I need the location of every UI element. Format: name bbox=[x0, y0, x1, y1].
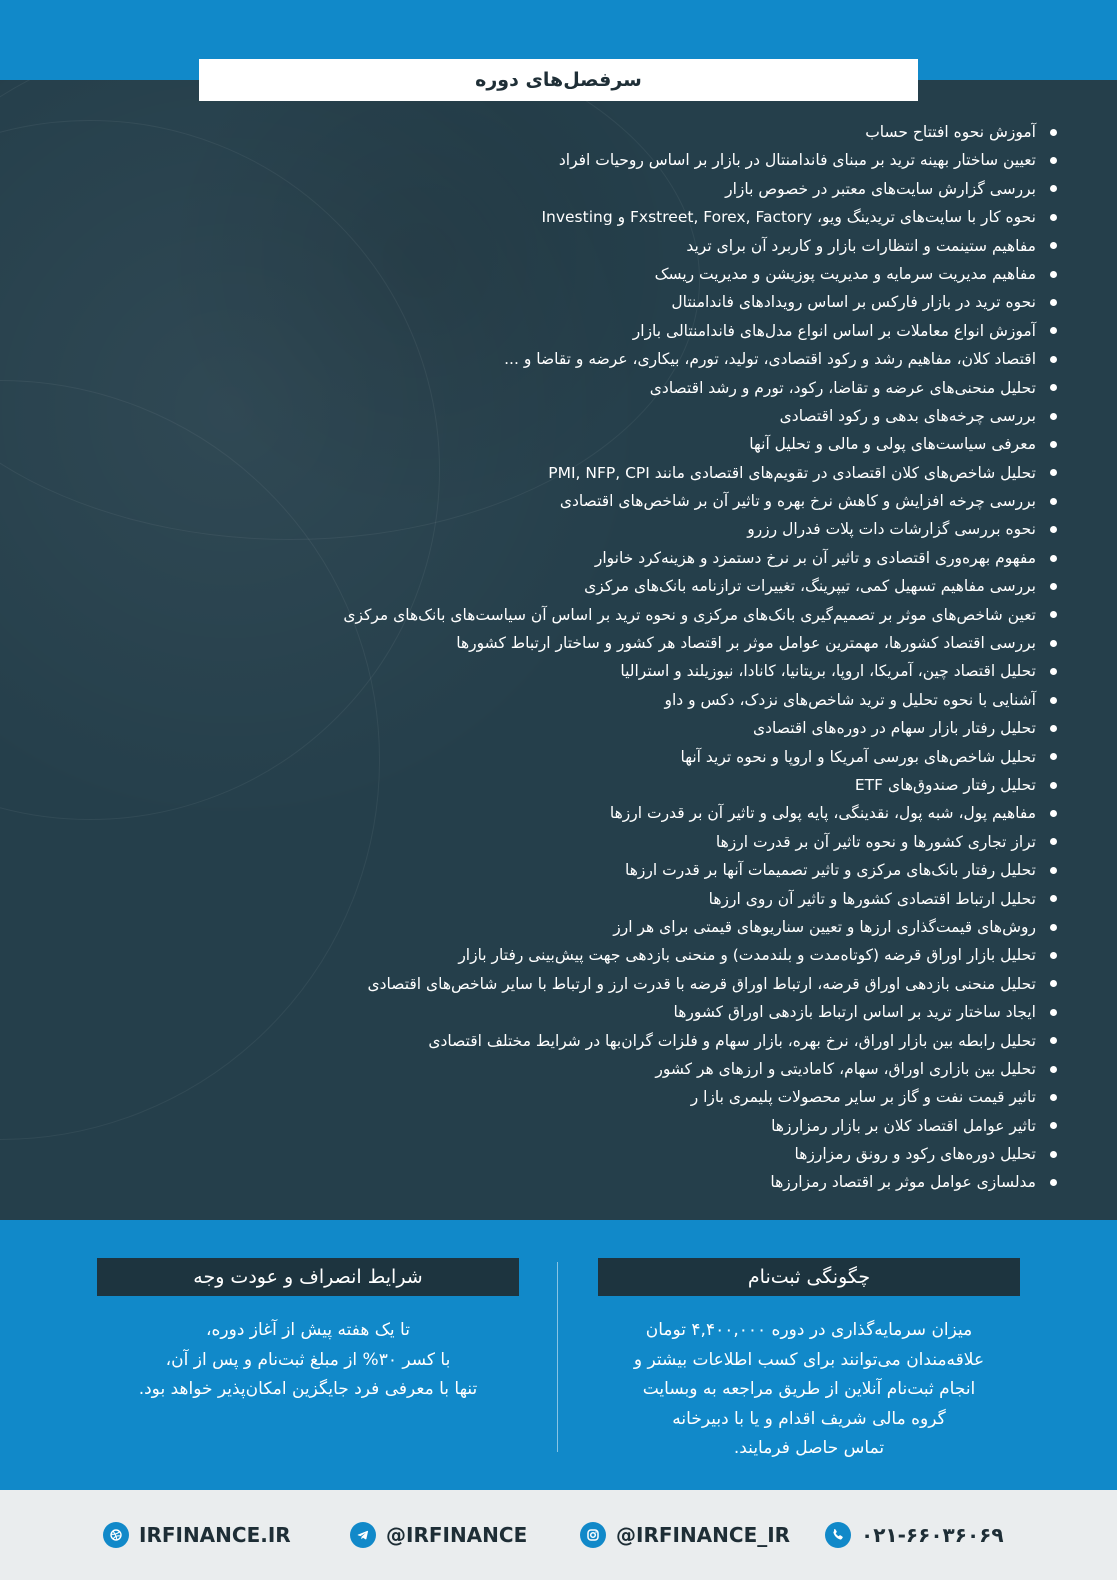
outline-item bbox=[237, 856, 1057, 884]
outline-item-text: آموزش نحوه افتتاح حساب bbox=[865, 123, 1036, 141]
refund-line: تا یک هفته پیش از آغاز دوره، bbox=[206, 1320, 410, 1340]
outline-title: سرفصل‌های دوره bbox=[199, 59, 918, 101]
outline-item-text: مفاهیم مدیریت سرمایه و مدیریت پوزیشن و مدیریت ریسک bbox=[654, 264, 1036, 283]
registration-line: میزان سرمایه‌گذاری در دوره ۴,۴۰۰,۰۰۰ تومان bbox=[645, 1320, 973, 1340]
bullet-icon bbox=[1050, 129, 1057, 136]
phone-number: ۰۲۱-۶۶۰۳۶۰۶۹ bbox=[861, 1523, 1004, 1547]
outline-item bbox=[237, 885, 1057, 913]
outline-item-text: تحلیل شاخص‌های بورسی آمریکا و اروپا و نحوه ترید آنها bbox=[680, 747, 1036, 766]
bullet-icon bbox=[1050, 753, 1057, 760]
outline-item-text: آموزش انواع معاملات بر اساس انواع مدل‌های فاندامنتالی بازار bbox=[632, 321, 1036, 340]
instagram-icon bbox=[580, 1522, 606, 1548]
bullet-icon bbox=[1050, 185, 1057, 192]
outline-item-text: بررسی مفاهیم تسهیل کمی، تیپرینگ، تغییرات ترازنامه بانک‌های مرکزی bbox=[584, 577, 1036, 596]
bullet-icon bbox=[1050, 1151, 1057, 1158]
outline-item bbox=[237, 913, 1057, 941]
outline-item-text: تاثیر قیمت نفت و گاز بر سایر محصولات پلیمری بازا ر bbox=[690, 1088, 1036, 1107]
outline-item-text: نحوه بررسی گزارشات دات پلات فدرال رزرو bbox=[747, 520, 1036, 539]
registration-line: علاقه‌مندان می‌توانند برای کسب اطلاعات بیشتر و bbox=[633, 1349, 985, 1370]
outline-item bbox=[237, 970, 1057, 998]
registration-title: چگونگی ثبت‌نام bbox=[598, 1258, 1020, 1296]
bullet-icon bbox=[1050, 498, 1057, 505]
outline-item bbox=[237, 430, 1057, 458]
outline-item-text: تحلیل شاخص‌های کلان اقتصادی در تقویم‌های اقتصادی مانند PMI, NFP, CPI bbox=[548, 463, 1036, 482]
website-contact[interactable] bbox=[103, 1520, 291, 1550]
outline-list bbox=[237, 118, 1057, 1197]
outline-item bbox=[237, 402, 1057, 430]
phone-contact[interactable] bbox=[825, 1520, 1004, 1550]
outline-item-text: تحلیل منحنی‌های عرضه و تقاضا، رکود، تورم و رشد اقتصادی bbox=[649, 378, 1036, 397]
outline-item bbox=[237, 1083, 1057, 1111]
outline-item-text: تعیین ساختار بهینه ترید بر مبنای فاندامنتال در بازار بر اساس روحیات افراد bbox=[558, 151, 1036, 170]
outline-item bbox=[237, 828, 1057, 856]
outline-item-text: تحلیل دوره‌های رکود و رونق رمزارزها bbox=[794, 1145, 1036, 1164]
outline-item bbox=[237, 374, 1057, 402]
bullet-icon bbox=[1050, 980, 1057, 987]
bullet-icon bbox=[1050, 327, 1057, 334]
bullet-icon bbox=[1050, 1094, 1057, 1101]
outline-item bbox=[237, 1055, 1057, 1083]
bullet-icon bbox=[1050, 782, 1057, 789]
outline-item-text: تحلیل بازار اوراق قرضه (کوتاه‌مدت و بلندمدت) و منحنی بازدهی جهت پیش‌بینی رفتار بازار bbox=[458, 946, 1036, 965]
outline-item-text: مفاهیم ستینمت و انتظارات بازار و کاربرد آن برای ترید bbox=[686, 236, 1036, 255]
outline-item-text: بررسی گزارش سایت‌های معتبر در خصوص بازار bbox=[725, 179, 1036, 198]
outline-item bbox=[237, 998, 1057, 1026]
registration-line: تماس حاصل فرمایند. bbox=[733, 1438, 885, 1458]
bullet-icon bbox=[1050, 526, 1057, 533]
bullet-icon bbox=[1050, 469, 1057, 476]
bullet-icon bbox=[1050, 810, 1057, 817]
outline-item-text: تحلیل رفتار بازار سهام در دوره‌های اقتصادی bbox=[753, 719, 1036, 738]
outline-item-text: تحلیل رفتار بانک‌های مرکزی و تاثیر تصمیمات آنها بر قدرت ارزها bbox=[625, 861, 1036, 880]
bullet-icon bbox=[1050, 697, 1057, 704]
outline-item-text: روش‌های قیمت‌گذاری ارزها و تعیین سناریوهای قیمتی برای هر ارز bbox=[613, 917, 1036, 936]
outline-item-text: تحلیل بین بازاری اوراق، سهام، کامادیتی و ارزهای هر کشور bbox=[655, 1059, 1036, 1078]
outline-item bbox=[237, 544, 1057, 572]
phone-icon bbox=[825, 1522, 851, 1548]
outline-item-text: تحلیل منحنی بازدهی اوراق قرضه، ارتباط اوراق قرضه با قدرت ارز و ارتباط با سایر شاخص‌های اقتصادی bbox=[367, 974, 1036, 993]
bullet-icon bbox=[1050, 952, 1057, 959]
bullet-icon bbox=[1050, 1122, 1057, 1129]
bullet-icon bbox=[1050, 924, 1057, 931]
outline-item-text: ایجاد ساختار ترید بر اساس ارتباط بازدهی اوراق کشورها bbox=[673, 1003, 1036, 1022]
outline-item-text: مدلسازی عوامل موثر بر اقتصاد رمزارزها bbox=[770, 1173, 1036, 1192]
outline-item bbox=[237, 601, 1057, 629]
outline-item-text: تحلیل اقتصاد چین، آمریکا، اروپا، بریتانیا، کانادا، نیوزیلند و استرالیا bbox=[620, 662, 1036, 681]
bullet-icon bbox=[1050, 1179, 1057, 1186]
outline-item-text: مفاهیم پول، شبه پول، نقدینگی، پایه پولی و تاثیر آن بر قدرت ارزها bbox=[609, 804, 1036, 823]
bullet-icon bbox=[1050, 413, 1057, 420]
outline-item-text: تحلیل رابطه بین بازار اوراق، نرخ بهره، بازار سهام و فلزات گران‌بها در شرایط مختلف اقتصادی bbox=[428, 1031, 1036, 1050]
refund-section bbox=[97, 1258, 519, 1405]
telegram-icon bbox=[350, 1522, 376, 1548]
outline-item-text: آشنایی با نحوه تحلیل و ترید شاخص‌های نزدک، دکس و داو bbox=[664, 690, 1036, 709]
bullet-icon bbox=[1050, 1009, 1057, 1016]
bullet-icon bbox=[1050, 668, 1057, 675]
bullet-icon bbox=[1050, 299, 1057, 306]
bullet-icon bbox=[1050, 895, 1057, 902]
refund-line: با کسر ۳۰% از مبلغ ثبت‌نام و پس از آن، bbox=[165, 1349, 451, 1370]
outline-item-text: تحلیل رفتار صندوق‌های ETF bbox=[854, 775, 1036, 794]
outline-item bbox=[237, 118, 1057, 146]
outline-item bbox=[237, 743, 1057, 771]
instagram-contact[interactable] bbox=[580, 1520, 790, 1550]
bullet-icon bbox=[1050, 725, 1057, 732]
registration-section bbox=[598, 1258, 1020, 1464]
registration-line: گروه مالی شریف اقدام و یا با دبیرخانه bbox=[672, 1408, 946, 1429]
bullet-icon bbox=[1050, 384, 1057, 391]
bullet-icon bbox=[1050, 441, 1057, 448]
bullet-icon bbox=[1050, 214, 1057, 221]
outline-item-text: مفهوم بهره‌وری اقتصادی و تاثیر آن بر نرخ دستمزد و هزینه‌کرد خانوار bbox=[594, 548, 1036, 567]
outline-item-text: تعین شاخص‌های موثر بر تصمیم‌گیری بانک‌های مرکزی و نحوه ترید بر اساس آن سیاست‌های بانک‌های مرکزی bbox=[343, 605, 1036, 624]
outline-item bbox=[237, 714, 1057, 742]
outline-item bbox=[237, 657, 1057, 685]
outline-item-text: نحوه ترید در بازار فارکس بر اساس رویدادهای فاندامنتال bbox=[671, 293, 1036, 312]
column-divider bbox=[557, 1262, 558, 1452]
dribbble-icon bbox=[103, 1522, 129, 1548]
outline-item bbox=[237, 232, 1057, 260]
bullet-icon bbox=[1050, 867, 1057, 874]
outline-item-text: تاثیر عوامل اقتصاد کلان بر بازار رمزارزها bbox=[771, 1116, 1036, 1135]
refund-title: شرایط انصراف و عودت وجه bbox=[97, 1258, 519, 1296]
outline-item-text: اقتصاد کلان، مفاهیم رشد و رکود اقتصادی، تولید، تورم، بیکاری، عرضه و تقاضا و ... bbox=[504, 350, 1036, 369]
bullet-icon bbox=[1050, 640, 1057, 647]
outline-item bbox=[237, 1112, 1057, 1140]
bullet-icon bbox=[1050, 271, 1057, 278]
outline-item bbox=[237, 1027, 1057, 1055]
outline-item-text: تراز تجاری کشورها و نحوه تاثیر آن بر قدرت ارزها bbox=[715, 832, 1036, 851]
instagram-handle: @IRFINANCE_IR bbox=[616, 1523, 791, 1547]
outline-item-text: بررسی اقتصاد کشورها، مهمترین عوامل موثر بر اقتصاد هر کشور و ساختار ارتباط کشورها bbox=[456, 634, 1036, 653]
outline-item bbox=[237, 771, 1057, 799]
refund-text bbox=[97, 1316, 519, 1405]
outline-item-text: معرفی سیاست‌های پولی و مالی و تحلیل آنها bbox=[749, 435, 1036, 454]
website-url: IRFINANCE.IR bbox=[139, 1523, 291, 1547]
info-band bbox=[0, 1220, 1117, 1490]
bullet-icon bbox=[1050, 611, 1057, 618]
bullet-icon bbox=[1050, 555, 1057, 562]
outline-item bbox=[237, 459, 1057, 487]
outline-item bbox=[237, 317, 1057, 345]
outline-item bbox=[237, 515, 1057, 543]
outline-item bbox=[237, 686, 1057, 714]
outline-item bbox=[237, 260, 1057, 288]
bullet-icon bbox=[1050, 838, 1057, 845]
outline-item bbox=[237, 203, 1057, 231]
outline-item bbox=[237, 345, 1057, 373]
outline-item-text: بررسی چرخه‌های بدهی و رکود اقتصادی bbox=[779, 406, 1036, 425]
outline-item bbox=[237, 941, 1057, 969]
outline-item bbox=[237, 572, 1057, 600]
outline-item bbox=[237, 1140, 1057, 1168]
telegram-contact[interactable] bbox=[350, 1520, 527, 1550]
outline-item-text: تحلیل ارتباط اقتصادی کشورها و تاثیر آن روی ارزها bbox=[708, 889, 1036, 908]
outline-item bbox=[237, 629, 1057, 657]
bullet-icon bbox=[1050, 242, 1057, 249]
bullet-icon bbox=[1050, 1066, 1057, 1073]
outline-item bbox=[237, 487, 1057, 515]
bullet-icon bbox=[1050, 1037, 1057, 1044]
bullet-icon bbox=[1050, 157, 1057, 164]
bullet-icon bbox=[1050, 356, 1057, 363]
refund-line: تنها با معرفی فرد جایگزین امکان‌پذیر خواهد بود. bbox=[138, 1379, 478, 1399]
telegram-handle: @IRFINANCE bbox=[386, 1523, 528, 1547]
outline-item bbox=[237, 799, 1057, 827]
outline-item bbox=[237, 1168, 1057, 1196]
outline-item bbox=[237, 175, 1057, 203]
outline-item-text: بررسی چرخه افزایش و کاهش نرخ بهره و تاثیر آن بر شاخص‌های اقتصادی bbox=[559, 492, 1036, 511]
contact-footer bbox=[0, 1490, 1117, 1580]
bullet-icon bbox=[1050, 583, 1057, 590]
outline-item bbox=[237, 288, 1057, 316]
registration-text bbox=[598, 1316, 1020, 1464]
outline-item-text: نحوه کار با سایت‌های تریدینگ ویو، Fxstreet, Forex, Factory و Investing bbox=[541, 208, 1036, 227]
outline-item bbox=[237, 146, 1057, 174]
registration-line: انجام ثبت‌نام آنلاین از طریق مراجعه به وبسایت bbox=[642, 1379, 976, 1399]
